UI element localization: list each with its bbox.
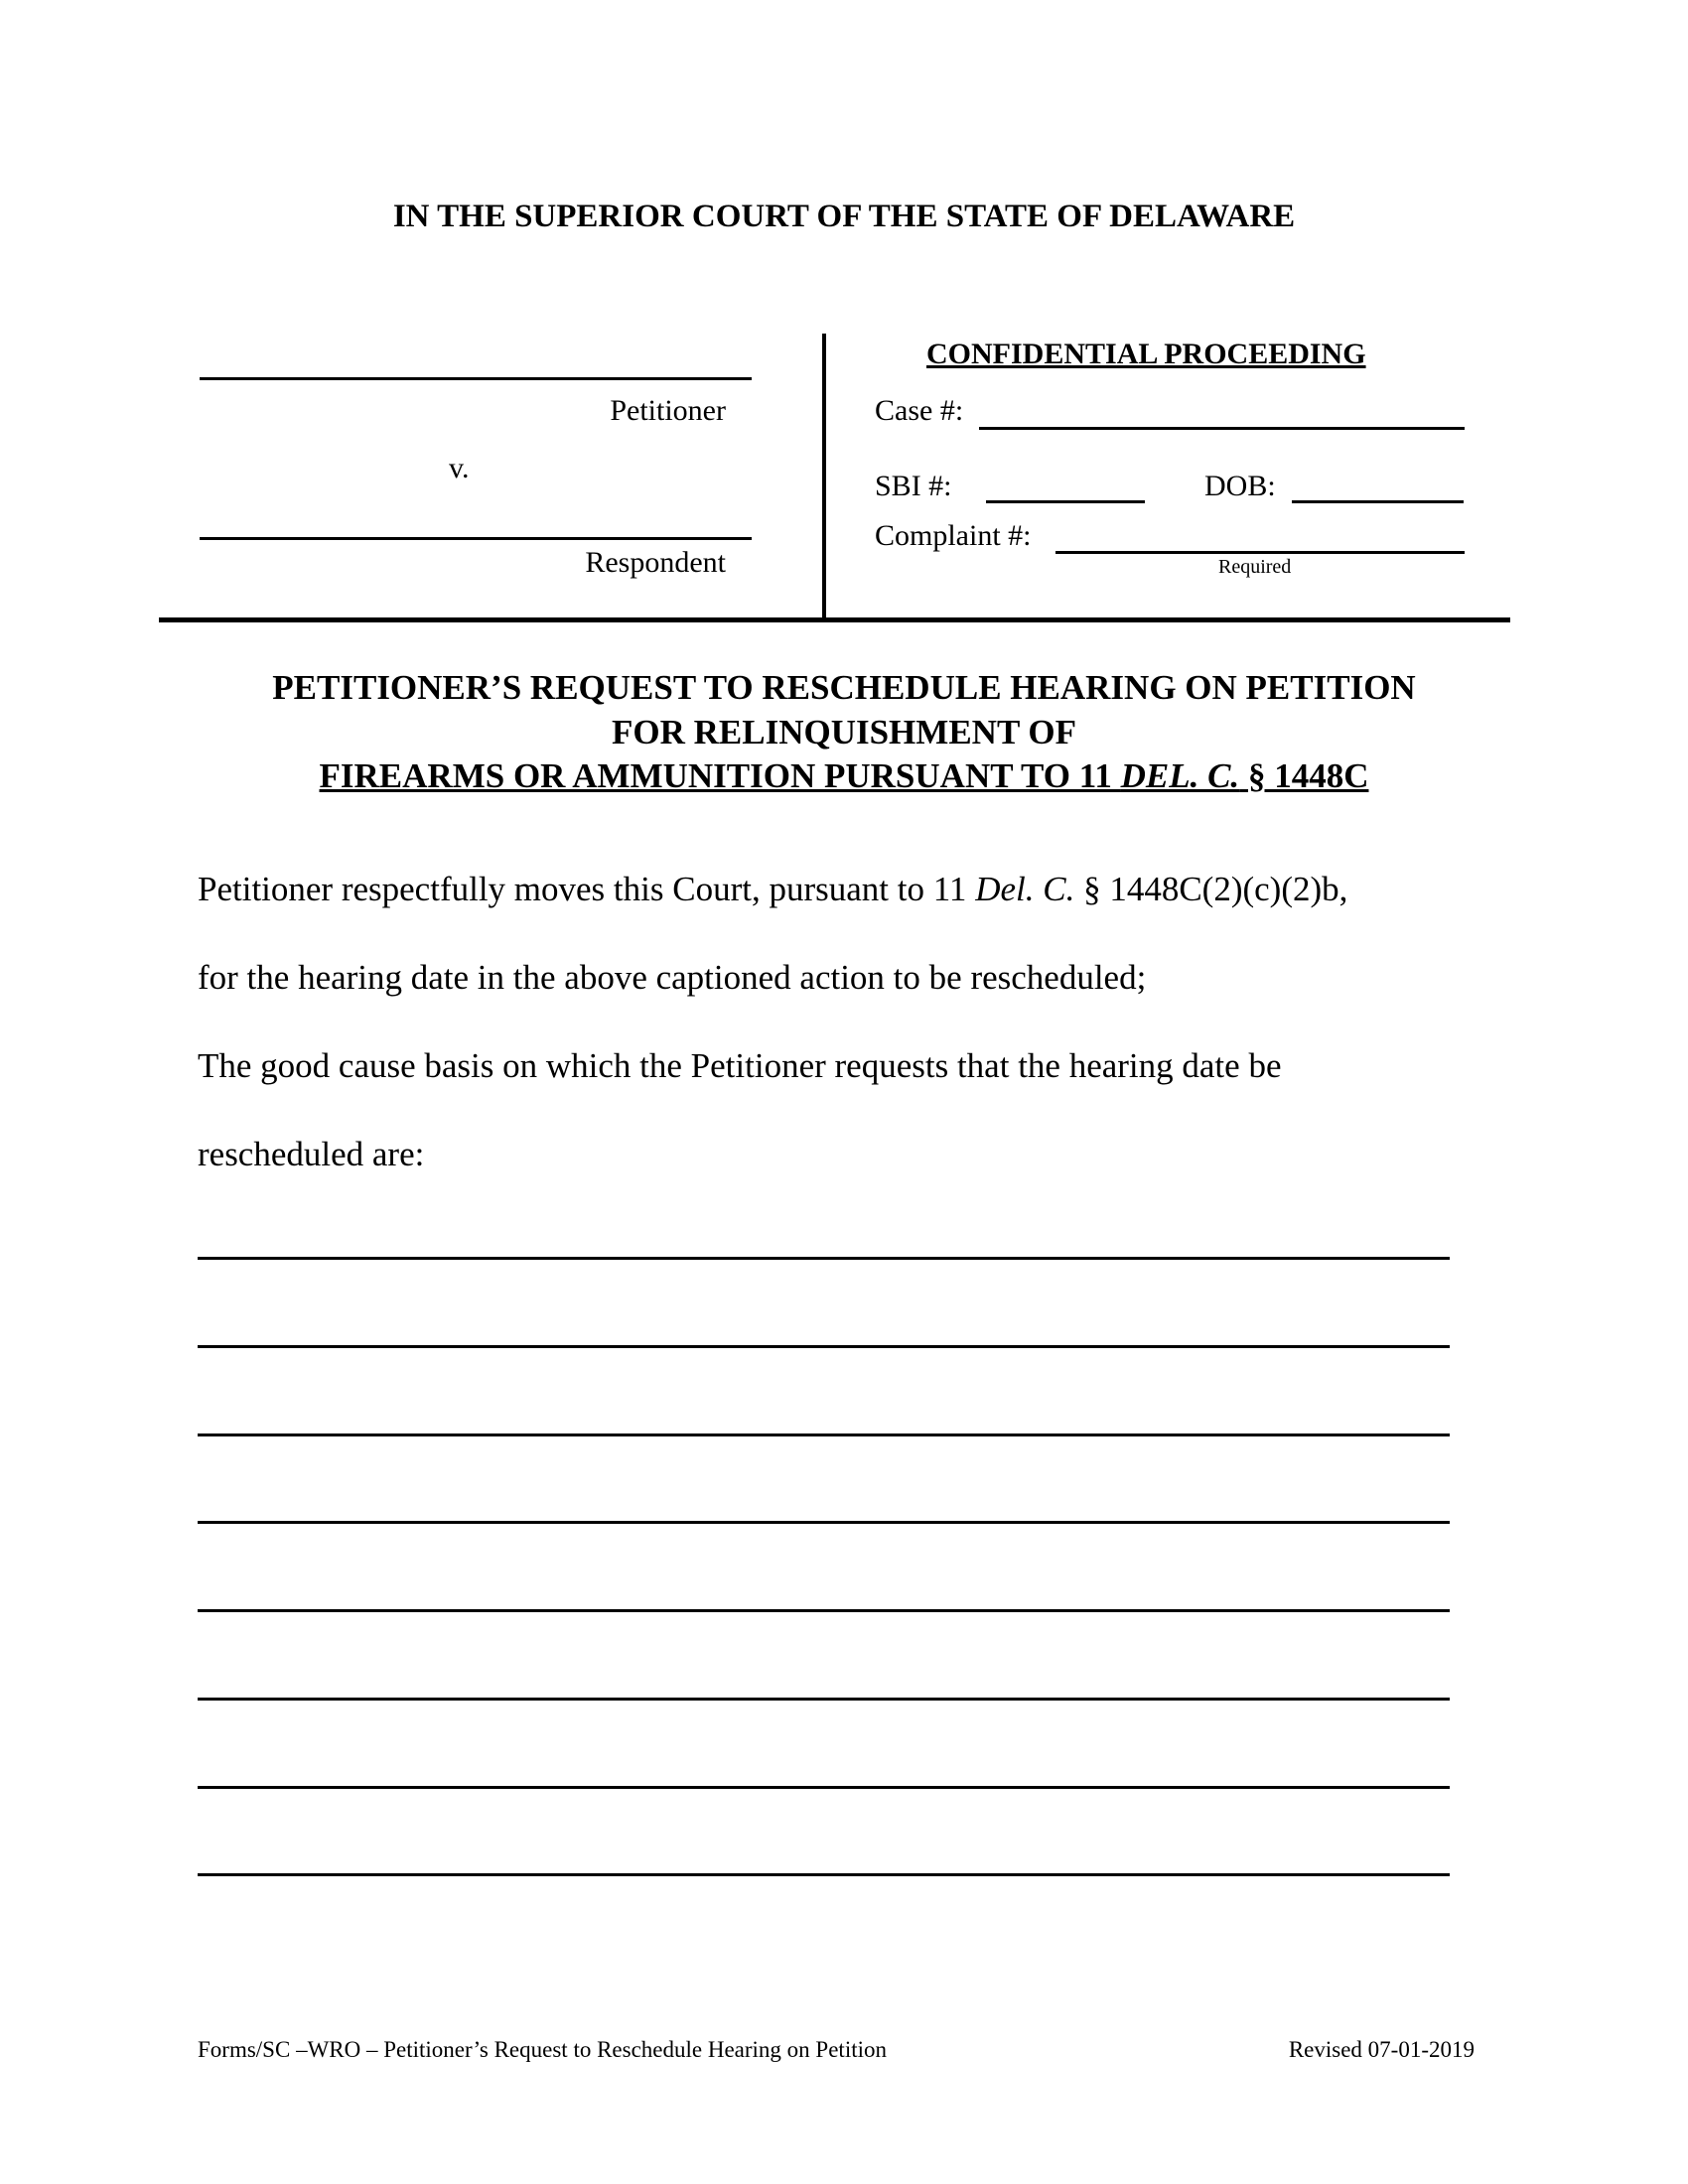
respondent-name-field[interactable] xyxy=(200,537,752,540)
sbi-field[interactable] xyxy=(986,500,1145,503)
heading-line-3 xyxy=(0,756,1688,796)
body-text-italic: Del. C. xyxy=(975,870,1075,908)
body-text: Petitioner respectfully moves this Court, pursuant to 11 xyxy=(198,870,976,908)
heading-line-3-italic: DEL. C. xyxy=(1120,756,1240,795)
footer-form-id: Forms/SC –WRO – Petitioner’s Request to Reschedule Hearing on Petition xyxy=(198,2037,887,2062)
reason-line-7[interactable] xyxy=(198,1786,1450,1789)
confidential-heading: CONFIDENTIAL PROCEEDING xyxy=(926,338,1366,370)
reason-line-2[interactable] xyxy=(198,1345,1450,1348)
caption-bottom-rule xyxy=(159,617,1510,622)
versus-label: v. xyxy=(449,452,470,484)
body-text: § 1448C(2)(c)(2)b, xyxy=(1074,870,1348,908)
caption-vertical-divider xyxy=(822,334,826,619)
dob-field[interactable] xyxy=(1292,500,1464,503)
court-title: IN THE SUPERIOR COURT OF THE STATE OF DELAWARE xyxy=(392,199,1296,234)
heading-line-3a: FIREARMS OR AMMUNITION PURSUANT TO 11 xyxy=(319,756,1121,795)
case-number-label: Case #: xyxy=(875,394,964,427)
body-paragraph-1-line-2: for the hearing date in the above captioned action to be rescheduled; xyxy=(198,958,1147,997)
heading-line-3b: § 1448C xyxy=(1239,756,1369,795)
respondent-label: Respondent xyxy=(585,546,726,579)
case-number-field[interactable] xyxy=(979,427,1465,430)
reason-line-8[interactable] xyxy=(198,1873,1450,1876)
petitioner-label: Petitioner xyxy=(610,394,726,427)
dob-label: DOB: xyxy=(1204,470,1276,502)
heading-line-1: PETITIONER’S REQUEST TO RESCHEDULE HEARING ON PETITION xyxy=(272,668,1416,707)
heading-line-2: FOR RELINQUISHMENT OF xyxy=(611,713,1077,751)
reason-line-5[interactable] xyxy=(198,1609,1450,1612)
required-note: Required xyxy=(1218,556,1292,578)
reason-line-6[interactable] xyxy=(198,1698,1450,1701)
body-paragraph-1-line-1 xyxy=(198,870,1347,909)
reason-line-1[interactable] xyxy=(198,1257,1450,1260)
body-paragraph-2-line-2: rescheduled are: xyxy=(198,1135,425,1173)
footer-revised-date: Revised 07-01-2019 xyxy=(1288,2037,1475,2062)
complaint-number-label: Complaint #: xyxy=(875,519,1032,552)
reason-line-4[interactable] xyxy=(198,1521,1450,1524)
body-paragraph-2-line-1: The good cause basis on which the Petitioner requests that the hearing date be xyxy=(198,1046,1282,1085)
petitioner-name-field[interactable] xyxy=(200,377,752,380)
sbi-label: SBI #: xyxy=(875,470,952,502)
reason-line-3[interactable] xyxy=(198,1433,1450,1436)
complaint-number-field[interactable] xyxy=(1055,551,1465,554)
